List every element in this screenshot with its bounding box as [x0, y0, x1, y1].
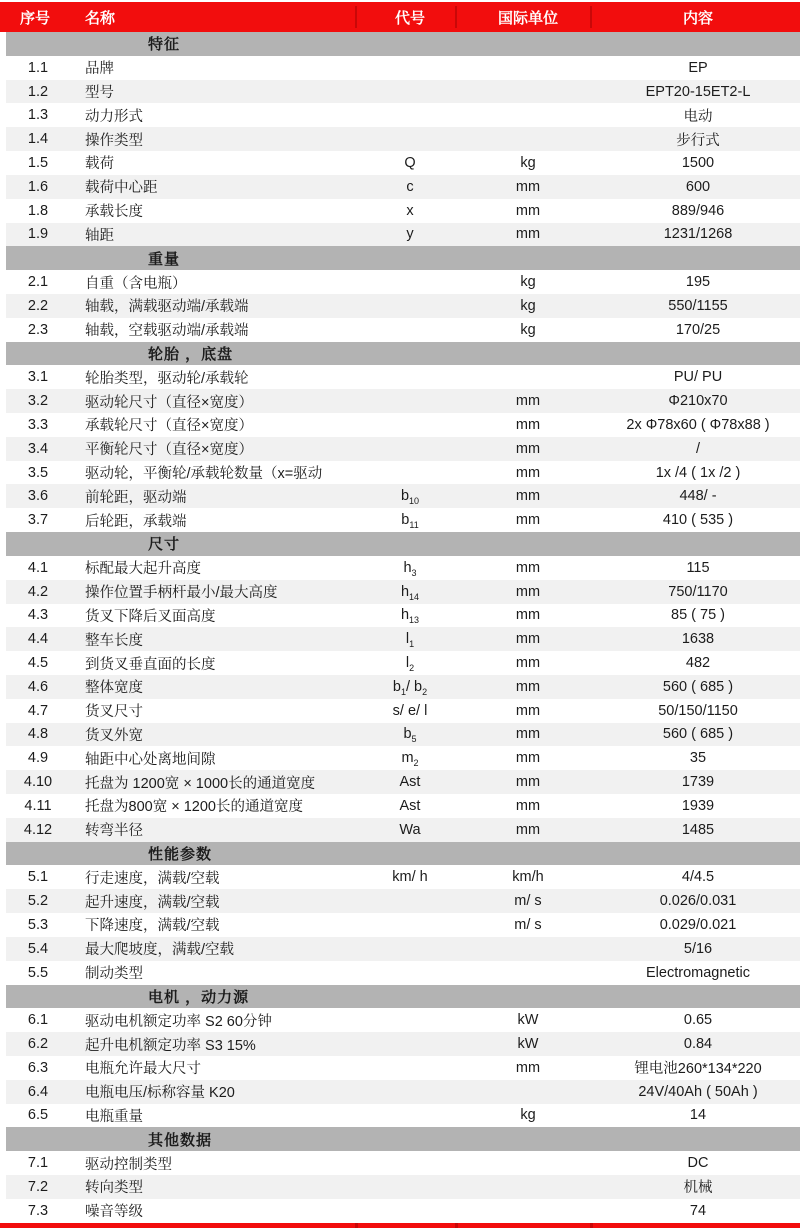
row-number: 7.1 [27, 1155, 49, 1172]
table-row [6, 270, 800, 294]
row-code: $h_{13}$ [400, 607, 420, 626]
row-number: 5.3 [27, 916, 49, 933]
row-number: 6.2 [27, 1036, 49, 1053]
row-unit: mm [515, 226, 541, 243]
row-number: 2.1 [27, 274, 49, 291]
row-value: 195 [685, 274, 711, 291]
row-number: 3.6 [27, 488, 49, 505]
table-row [6, 389, 800, 413]
row-name: 驱动控制类型 [85, 1156, 172, 1173]
header-cell-name: 名称 [85, 9, 116, 27]
row-value: 1485 [681, 821, 715, 838]
row-code: Ast [399, 774, 421, 791]
row-code: $b_5$ [403, 726, 417, 745]
section-header-row [6, 1127, 800, 1151]
table-row [6, 413, 800, 437]
table-row [6, 318, 800, 342]
section-title: 重量 [148, 250, 181, 268]
row-name: 起升电机额定功率 S3 15% [85, 1037, 256, 1054]
row-value: 35 [689, 750, 707, 767]
row-name: 噪音等级 [85, 1204, 143, 1221]
row-code: $l_1$ [405, 631, 415, 650]
row-value: 步行式 [676, 132, 720, 149]
row-number: 4.2 [27, 583, 49, 600]
section-header-row [6, 985, 800, 1009]
row-name: 驱动轮，平衡轮/承载轮数量（x=驱动 [85, 466, 323, 483]
section-header-row [6, 32, 800, 56]
table-row [6, 294, 800, 318]
table-row [6, 199, 800, 223]
row-unit: mm [515, 393, 541, 410]
row-value: PU/ PU [673, 369, 723, 386]
row-value: 锂电池260*134*220 [634, 1061, 762, 1078]
table-row [6, 1175, 800, 1199]
table-row [6, 746, 800, 770]
row-value: 889/946 [671, 202, 725, 219]
table-row [6, 461, 800, 485]
row-unit: mm [515, 416, 541, 433]
row-unit: m/ s [514, 893, 542, 910]
row-name: 承载轮尺寸（直径×宽度） [85, 418, 253, 435]
header-cell-code: 代号 [394, 9, 425, 27]
table-row [6, 80, 800, 104]
row-name: 轴距中心处离地间隙 [85, 751, 216, 768]
row-number: 5.2 [27, 893, 49, 910]
row-code: x [406, 202, 414, 219]
row-number: 1.2 [27, 83, 49, 100]
row-value: 750/1170 [668, 583, 728, 600]
row-code: $h_3$ [403, 559, 417, 578]
row-name: 电瓶电压/标称容量 K20 [85, 1085, 235, 1102]
row-number: 4.1 [27, 559, 49, 576]
row-unit: mm [515, 607, 541, 624]
row-code: y [406, 226, 414, 243]
row-code: km/ h [392, 869, 428, 886]
row-unit: mm [515, 678, 541, 695]
table-row [6, 913, 800, 937]
table-row [6, 103, 800, 127]
section-title: 特征 [148, 36, 181, 54]
row-code: $b_1/$ $b_2$ [392, 678, 428, 697]
row-name: 标配最大起升高度 [85, 561, 201, 578]
row-name: 承载长度 [85, 204, 143, 221]
row-value: 2x Φ78x60 ( Φ78x88 ) [626, 416, 770, 433]
footer-accent-bar [0, 1223, 800, 1228]
row-value: 1638 [681, 631, 715, 648]
table-row [6, 865, 800, 889]
row-number: 6.5 [27, 1107, 49, 1124]
row-name: 货叉外宽 [85, 727, 143, 744]
row-value: Electromagnetic [646, 964, 750, 981]
row-name: 整车长度 [85, 632, 143, 649]
row-value: 5/16 [683, 940, 713, 957]
header-cell-unit: 国际单位 [497, 9, 558, 27]
row-unit: mm [515, 655, 541, 672]
row-name: 转向类型 [85, 1180, 143, 1197]
row-value: 1939 [681, 797, 715, 814]
row-unit: mm [515, 726, 541, 743]
section-title: 其他数据 [148, 1131, 213, 1149]
row-unit: km/h [512, 869, 544, 886]
table-row [6, 556, 800, 580]
row-unit: mm [515, 559, 541, 576]
row-number: 5.4 [27, 940, 49, 957]
table-row [6, 127, 800, 151]
row-number: 4.10 [23, 774, 53, 791]
table-row [6, 770, 800, 794]
header-column-divider [590, 6, 592, 28]
row-value: 550/1155 [668, 297, 728, 314]
row-unit: kg [520, 274, 536, 291]
row-name: 托盘为800宽 × 1200长的通道宽度 [85, 799, 303, 816]
table-row [6, 818, 800, 842]
row-value: DC [687, 1155, 709, 1172]
row-name: 最大爬坡度，满载/空载 [85, 942, 235, 959]
table-row [6, 223, 800, 247]
footer-column-divider [455, 1223, 458, 1228]
row-unit: mm [515, 631, 541, 648]
row-unit: kW [517, 1012, 539, 1029]
row-name: 托盘为 1200宽 × 1000长的通道宽度 [85, 775, 316, 792]
row-unit: mm [515, 488, 541, 505]
row-value: 560 ( 685 ) [662, 678, 734, 695]
row-number: 3.1 [27, 369, 49, 386]
row-value: 410 ( 535 ) [662, 512, 734, 529]
row-code: Wa [399, 821, 421, 838]
row-value: Φ210x70 [668, 393, 728, 410]
row-number: 1.3 [27, 107, 49, 124]
row-number: 3.3 [27, 416, 49, 433]
row-value: 14 [689, 1107, 707, 1124]
row-name: 下降速度，满载/空载 [85, 918, 220, 935]
row-name: 电瓶重量 [85, 1108, 143, 1125]
row-number: 7.3 [27, 1202, 49, 1219]
row-number: 1.5 [27, 154, 49, 171]
row-unit: mm [515, 774, 541, 791]
table-row [6, 961, 800, 985]
table-row [6, 889, 800, 913]
row-value: EP [688, 59, 708, 76]
row-number: 4.12 [23, 821, 53, 838]
row-unit: mm [515, 750, 541, 767]
footer-column-divider [590, 1223, 593, 1228]
row-name: 动力形式 [85, 108, 143, 125]
table-row [6, 627, 800, 651]
row-name: 载荷 [85, 156, 114, 173]
row-name: 整体宽度 [85, 680, 143, 697]
row-unit: mm [515, 797, 541, 814]
table-row [6, 675, 800, 699]
row-unit: mm [515, 202, 541, 219]
row-number: 5.5 [27, 964, 49, 981]
row-name: 轮胎类型，驱动轮/承载轮 [85, 370, 249, 387]
row-number: 7.2 [27, 1178, 49, 1195]
footer-column-divider [355, 1223, 358, 1228]
row-name: 驱动电机额定功率 S2 60分钟 [85, 1013, 272, 1030]
row-value: 50/150/1150 [658, 702, 738, 719]
row-name: 载荷中心距 [85, 180, 158, 197]
row-name: 轴载，满载驱动端/承载端 [85, 299, 249, 316]
row-number: 1.4 [27, 131, 49, 148]
row-value: 0.026/0.031 [659, 893, 737, 910]
section-header-row [6, 842, 800, 866]
row-number: 3.7 [27, 512, 49, 529]
table-row [6, 1199, 800, 1223]
row-name: 平衡轮尺寸（直径×宽度） [85, 442, 253, 459]
row-number: 2.3 [27, 321, 49, 338]
row-code: Q [404, 154, 416, 171]
row-value: 1x /4 ( 1x /2 ) [655, 464, 741, 481]
row-name: 轴载，空载驱动端/承载端 [85, 323, 249, 340]
row-name: 电瓶允许最大尺寸 [85, 1061, 201, 1078]
table-header [0, 2, 800, 32]
row-number: 2.2 [27, 297, 49, 314]
table-row [6, 1008, 800, 1032]
row-unit: mm [515, 583, 541, 600]
row-code: c [406, 178, 414, 195]
section-header-row [6, 532, 800, 556]
row-number: 4.7 [27, 702, 49, 719]
row-number: 3.5 [27, 464, 49, 481]
row-code: $b_{11}$ [401, 512, 419, 531]
header-column-divider [455, 6, 457, 28]
table-row [6, 651, 800, 675]
table-row [6, 1104, 800, 1128]
section-header-row [6, 342, 800, 366]
row-unit: m/ s [514, 916, 542, 933]
row-value: 0.84 [683, 1036, 713, 1053]
row-value: 482 [685, 655, 711, 672]
row-value: 1739 [681, 774, 715, 791]
row-name: 起升速度，满载/空载 [85, 894, 220, 911]
row-number: 1.6 [27, 178, 49, 195]
row-value: 170/25 [675, 321, 721, 338]
row-name: 前轮距，驱动端 [85, 489, 187, 506]
row-number: 1.8 [27, 202, 49, 219]
row-number: 3.2 [27, 393, 49, 410]
header-column-divider [355, 6, 357, 28]
row-name: 行走速度，满载/空载 [85, 870, 220, 887]
row-name: 自重（含电瓶） [85, 275, 187, 292]
section-header-row [6, 246, 800, 270]
header-cell-value: 内容 [682, 9, 713, 27]
row-number: 4.6 [27, 678, 49, 695]
row-code: $h_{14}$ [400, 583, 420, 602]
row-unit: mm [515, 512, 541, 529]
row-value: 1500 [681, 154, 715, 171]
row-number: 4.9 [27, 750, 49, 767]
row-unit: mm [515, 821, 541, 838]
row-name: 操作类型 [85, 132, 143, 149]
row-number: 4.8 [27, 726, 49, 743]
row-value: 1231/1268 [663, 226, 733, 243]
row-value: 0.65 [683, 1012, 713, 1029]
table-row [6, 484, 800, 508]
row-name: 转弯半径 [85, 823, 143, 840]
row-value: 机械 [683, 1180, 713, 1197]
row-value: 85 ( 75 ) [671, 607, 725, 624]
row-code: s/ e/ l [392, 702, 428, 719]
header-cell-no: 序号 [19, 9, 50, 27]
row-number: 1.9 [27, 226, 49, 243]
table-row [6, 580, 800, 604]
row-value: 600 [685, 178, 711, 195]
table-row [6, 1056, 800, 1080]
row-code: $b_{10}$ [400, 488, 420, 507]
table-row [6, 794, 800, 818]
row-name: 驱动轮尺寸（直径×宽度） [85, 394, 253, 411]
section-title: 轮胎 ，底盘 [148, 345, 234, 363]
table-row [6, 1151, 800, 1175]
row-name: 后轮距，承载端 [85, 513, 187, 530]
row-value: 115 [686, 559, 710, 576]
row-number: 4.5 [27, 655, 49, 672]
row-value: 0.029/0.021 [659, 916, 737, 933]
section-title: 尺寸 [148, 536, 181, 554]
row-unit: mm [515, 440, 541, 457]
table-row [6, 151, 800, 175]
table-row [6, 365, 800, 389]
row-code: Ast [399, 797, 421, 814]
row-number: 6.1 [27, 1012, 49, 1029]
row-number: 1.1 [27, 59, 49, 76]
table-row [6, 1080, 800, 1104]
table-row [6, 937, 800, 961]
row-value: 74 [689, 1202, 707, 1219]
row-unit: mm [515, 702, 541, 719]
row-unit: kg [520, 1107, 536, 1124]
row-name: 货叉尺寸 [85, 704, 143, 721]
row-unit: mm [515, 178, 541, 195]
row-unit: kW [517, 1036, 539, 1053]
row-code: $l_2$ [405, 655, 415, 673]
row-name: 轴距 [85, 227, 114, 244]
row-number: 5.1 [27, 869, 49, 886]
table-row [6, 437, 800, 461]
row-name: 货叉下降后叉面高度 [85, 608, 216, 625]
row-unit: kg [520, 297, 536, 314]
row-value: 24V/40Ah ( 50Ah ) [638, 1083, 758, 1100]
row-name: 型号 [85, 85, 114, 102]
row-value: 4/4.5 [681, 869, 715, 886]
table-row [6, 175, 800, 199]
row-number: 3.4 [27, 440, 49, 457]
section-title: 性能参数 [148, 846, 213, 864]
table-row [6, 699, 800, 723]
row-unit: kg [520, 321, 536, 338]
table-row [6, 1032, 800, 1056]
row-name: 到货叉垂直面的长度 [85, 656, 216, 673]
section-title: 电机 ，动力源 [148, 988, 250, 1006]
table-row [6, 723, 800, 747]
row-number: 4.11 [24, 797, 52, 814]
row-value: 560 ( 685 ) [662, 726, 734, 743]
row-unit: mm [515, 1059, 541, 1076]
table-row [6, 56, 800, 80]
table-row [6, 604, 800, 628]
row-value: 448/ - [679, 488, 717, 505]
row-name: 制动类型 [85, 966, 143, 983]
row-value: / [695, 440, 701, 457]
table-row [6, 508, 800, 532]
row-code: $m_2$ [401, 750, 419, 769]
row-name: 品牌 [85, 61, 114, 78]
row-number: 4.4 [27, 631, 49, 648]
row-number: 6.3 [27, 1059, 49, 1076]
row-unit: mm [515, 464, 541, 481]
row-value: EPT20-15ET2-L [645, 83, 751, 100]
table-body [0, 32, 800, 1223]
row-value: 电动 [683, 108, 713, 125]
row-name: 操作位置手柄杆最小/最大高度 [85, 585, 278, 602]
row-number: 6.4 [27, 1083, 49, 1100]
row-unit: kg [520, 154, 536, 171]
row-number: 4.3 [27, 607, 49, 624]
